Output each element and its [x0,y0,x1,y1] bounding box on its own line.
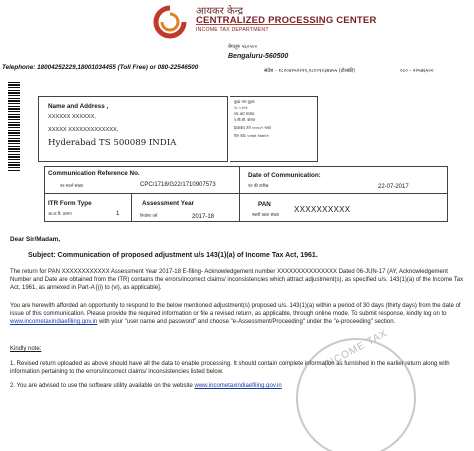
header-title: CENTRALIZED PROCESSING CENTER [196,15,377,26]
hindi-address-line: एच-आर बाज़ाद [234,112,255,116]
hindi-telephone: संदेश - १८००४२५२२२९,१८००१०३४४५५ (टोलफ्री) [264,68,356,74]
cpc-logo-icon [148,4,192,40]
communication-date-box [240,166,448,194]
communication-date-label: Date of Communication: [248,172,321,179]
address-label: Name and Address , [48,103,109,110]
assessment-year-hindi: निर्धारण वर्ष [140,213,158,218]
paragraph-2-text-end: with your "user name and password" and choose "e-Assessment/Proceeding" under the "e-proceeding" section. [97,319,396,326]
hindi-address-line: ए.सी.सी. बोसल [234,118,256,122]
pan-hindi: स्थायी खाता संख्या [252,212,279,217]
communication-ref-hindi: पत्र संदर्भ संख्या [60,183,84,188]
hindi-address-line: हैदराबाद तेलं ५०००८९ भारत [234,126,272,130]
communication-ref-label: Communication Reference No. [48,170,140,177]
pan-label: PAN [258,201,271,208]
barcode-icon [8,82,20,172]
paragraph-1: The return for PAN XXXXXXXXXXXX Assessment Year 2017-18 E-filing- Acknowledgement number XXXXXXXXXXXXXXX Dated 06-JUN-17 (AY, Acknowledgement Number and Date are obtained from the ITR) contains the errors/incorrect claims/ inconsistencies which attract adjustment(s), as specified u/s. 143(1)(a) of the Income Tax Act, 1961, as annexed in Part-A [(i) to (vi), as applicable]. [10,269,464,292]
address-line-1: XXXXXX XXXXXX, [48,114,96,120]
note-2-link[interactable]: www.incometaxindiaefiling.gov.in [194,383,282,389]
note-2-text: 2. You are advised to use the software utility available on the website [10,383,195,389]
itr-box [44,194,132,222]
paragraph-2 [10,302,470,327]
itr-label: ITR Form Type [48,200,92,207]
pan-value: XXXXXXXXXX [294,205,351,214]
subject-line: Subject: Communication of proposed adjustment u/s 143(1)(a) of Income Tax Act, 1961. [28,252,318,259]
communication-ref-value: CPC/1718/G22/1710907573 [140,182,216,188]
assessment-year-label: Assessment Year [142,200,195,207]
watermark-text: INCOME TAX [321,327,390,372]
hindi-address-line: २८ ५ ४५९ [234,106,248,110]
communication-date-hindi: पत्र की तारीख [248,183,269,188]
itr-hindi: आ.क.रि. प्रारूप [48,211,72,216]
city: Bengaluru-560500 [228,53,289,60]
efiling-link[interactable]: www.incometaxindiaefiling.gov.in [10,319,98,326]
header-subtitle: INCOME TAX DEPARTMENT [196,27,269,33]
header-hindi-title: आयकर केन्द्र [196,6,244,17]
hindi-address-line: पिन कोड ५००७४ २४७४५९ [234,134,269,138]
hindi-telephone-ref: ०८० - २२५४६५०० [400,68,434,74]
communication-date-value: 22-07-2017 [378,184,409,190]
telephone: Telephone: 18004252229,18001034455 (Toll Free) or 080-22546500 [2,64,199,71]
note-1: 1. Revised return uploaded as above should have all the data to enable processing. It should contain complete information as furnished in the earlier return along with information pertaining to the errors/incorrect claims/ inconsistencies listed below. [10,361,450,376]
address-line-3: Hyderabad TS 500089 INDIA [48,138,177,148]
hindi-city: बेंगलूरु ५६०५०० [228,44,258,50]
assessment-year-value: 2017-18 [192,214,215,220]
kindly-note-heading: Kindly note: [10,346,42,352]
address-line-2: XXXXX XXXXXXXXXXXXX, [48,127,119,133]
hindi-address-line: मुख्य नाम मुद्रक [234,100,255,104]
salutation: Dear Sir/Madam, [10,236,61,243]
note-2 [10,382,470,390]
paragraph-2-text: You are herewith afforded an opportunity to respond to the below mentioned adjustment(s) proposed u/s. 143(1)(a) within a period of 30 days (thirty days) from the date of issue of this communication. Please provide the required information or file a revised return, as applicable, through online mode. To submit response, kindly log on to [10,303,461,318]
itr-value: 1 [116,211,120,217]
